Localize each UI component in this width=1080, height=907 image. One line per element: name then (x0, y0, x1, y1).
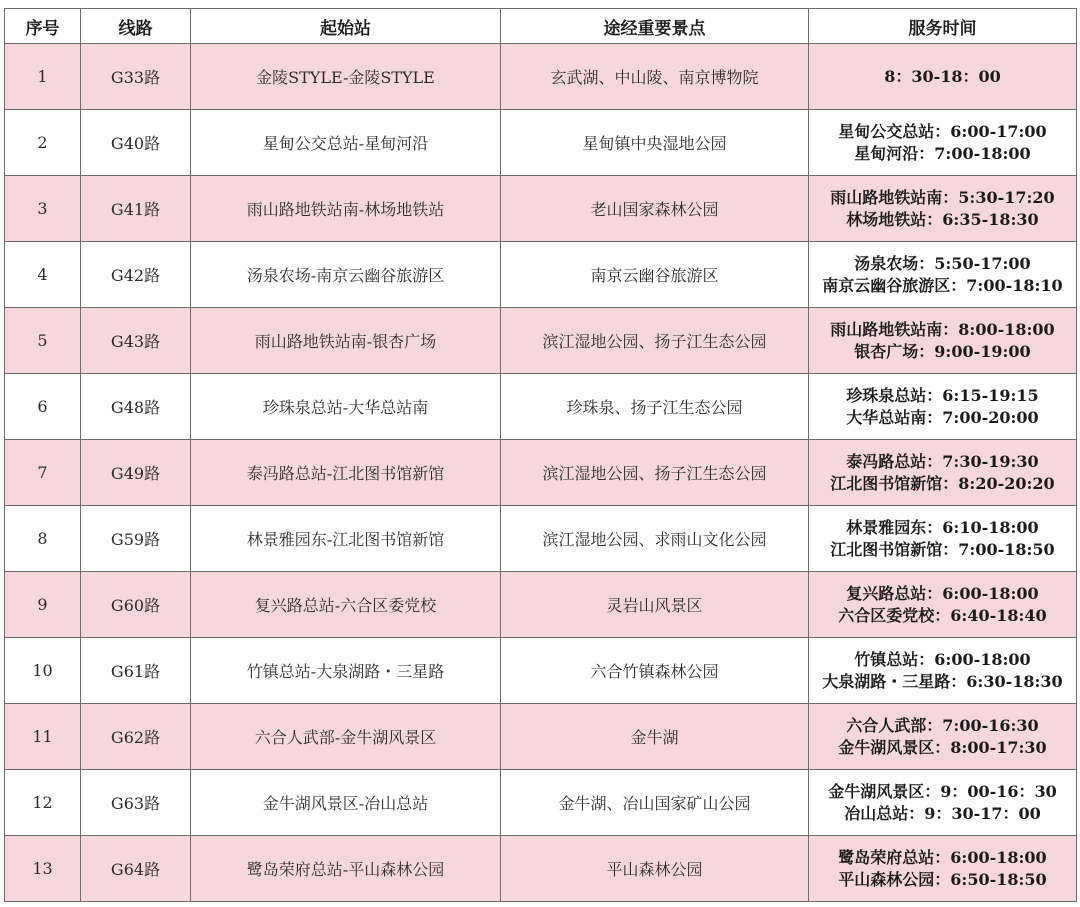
cell-terminals: 汤泉农场-南京云幽谷旅游区 (191, 242, 501, 308)
table-header (5, 9, 1077, 44)
cell-route: G40路 (81, 110, 191, 176)
cell-route: G48路 (81, 374, 191, 440)
table-row (5, 506, 1077, 572)
cell-route: G61路 (81, 638, 191, 704)
cell-terminals: 雨山路地铁站南-银杏广场 (191, 308, 501, 374)
service-time-line: 星甸河沿：7:00-18:00 (854, 143, 1031, 163)
service-time-line: 六合人武部：7:00-16:30 (846, 715, 1039, 735)
cell-service-time (809, 308, 1077, 374)
service-time-line: 林景雅园东：6:10-18:00 (846, 517, 1039, 537)
cell-terminals: 金陵STYLE-金陵STYLE (191, 44, 501, 110)
cell-service-time (809, 440, 1077, 506)
cell-service-time (809, 770, 1077, 836)
table-row (5, 44, 1077, 110)
service-time-line: 珍珠泉总站：6:15-19:15 (846, 385, 1039, 405)
service-time-line: 星甸公交总站：6:00-17:00 (838, 121, 1047, 141)
cell-index: 13 (5, 836, 81, 902)
header-row (5, 9, 1077, 44)
cell-sights: 珍珠泉、扬子江生态公园 (501, 374, 809, 440)
cell-sights: 滨江湿地公园、扬子江生态公园 (501, 440, 809, 506)
cell-sights: 六合竹镇森林公园 (501, 638, 809, 704)
cell-terminals: 金牛湖风景区-冶山总站 (191, 770, 501, 836)
cell-sights: 金牛湖 (501, 704, 809, 770)
cell-sights: 金牛湖、冶山国家矿山公园 (501, 770, 809, 836)
cell-sights: 灵岩山风景区 (501, 572, 809, 638)
table-row (5, 374, 1077, 440)
table-row (5, 440, 1077, 506)
cell-sights: 星甸镇中央湿地公园 (501, 110, 809, 176)
cell-terminals: 泰冯路总站-江北图书馆新馆 (191, 440, 501, 506)
cell-route: G33路 (81, 44, 191, 110)
service-time-line: 雨山路地铁站南：5:30-17:20 (830, 187, 1055, 207)
cell-terminals: 六合人武部-金牛湖风景区 (191, 704, 501, 770)
cell-index: 5 (5, 308, 81, 374)
service-time-line: 金牛湖风景区：8:00-17:30 (838, 737, 1047, 757)
service-time-line: 8：30-18：00 (884, 66, 1001, 86)
cell-service-time (809, 110, 1077, 176)
header-route: 线路 (81, 9, 191, 44)
cell-route: G64路 (81, 836, 191, 902)
table-row (5, 704, 1077, 770)
header-service-time: 服务时间 (809, 9, 1077, 44)
service-time-line: 鹭岛荣府总站：6:00-18:00 (838, 847, 1047, 867)
cell-index: 6 (5, 374, 81, 440)
service-time-line: 江北图书馆新馆：7:00-18:50 (830, 539, 1055, 559)
service-time-line: 江北图书馆新馆：8:20-20:20 (830, 473, 1055, 493)
service-time-line: 雨山路地铁站南：8:00-18:00 (830, 319, 1055, 339)
table-row (5, 176, 1077, 242)
table-row (5, 836, 1077, 902)
service-time-line: 竹镇总站：6:00-18:00 (854, 649, 1031, 669)
cell-terminals: 复兴路总站-六合区委党校 (191, 572, 501, 638)
cell-service-time (809, 572, 1077, 638)
cell-terminals: 竹镇总站-大泉湖路・三星路 (191, 638, 501, 704)
service-time-line: 银杏广场：9:00-19:00 (854, 341, 1031, 361)
cell-service-time (809, 704, 1077, 770)
cell-sights: 滨江湿地公园、扬子江生态公园 (501, 308, 809, 374)
service-time-line: 大华总站南：7:00-20:00 (846, 407, 1039, 427)
cell-service-time (809, 374, 1077, 440)
header-terminals: 起始站 (191, 9, 501, 44)
service-time-line: 平山森林公园：6:50-18:50 (838, 869, 1047, 889)
cell-index: 4 (5, 242, 81, 308)
cell-service-time (809, 44, 1077, 110)
header-index: 序号 (5, 9, 81, 44)
table-row (5, 770, 1077, 836)
service-time-line: 复兴路总站：6:00-18:00 (846, 583, 1039, 603)
service-time-line: 冶山总站：9：30-17：00 (844, 803, 1041, 823)
cell-terminals: 林景雅园东-江北图书馆新馆 (191, 506, 501, 572)
cell-index: 9 (5, 572, 81, 638)
cell-route: G49路 (81, 440, 191, 506)
cell-service-time (809, 638, 1077, 704)
table-row (5, 638, 1077, 704)
cell-route: G59路 (81, 506, 191, 572)
cell-service-time (809, 242, 1077, 308)
cell-service-time (809, 836, 1077, 902)
service-time-line: 六合区委党校：6:40-18:40 (838, 605, 1047, 625)
cell-sights: 老山国家森林公园 (501, 176, 809, 242)
service-time-line: 汤泉农场：5:50-17:00 (854, 253, 1031, 273)
cell-index: 7 (5, 440, 81, 506)
table-body (5, 44, 1077, 902)
cell-route: G60路 (81, 572, 191, 638)
cell-route: G41路 (81, 176, 191, 242)
service-time-line: 泰冯路总站：7:30-19:30 (846, 451, 1039, 471)
cell-route: G42路 (81, 242, 191, 308)
service-time-line: 南京云幽谷旅游区：7:00-18:10 (822, 275, 1063, 295)
cell-index: 11 (5, 704, 81, 770)
table-row (5, 572, 1077, 638)
cell-terminals: 珍珠泉总站-大华总站南 (191, 374, 501, 440)
cell-sights: 滨江湿地公园、求雨山文化公园 (501, 506, 809, 572)
cell-terminals: 星甸公交总站-星甸河沿 (191, 110, 501, 176)
cell-route: G43路 (81, 308, 191, 374)
cell-route: G63路 (81, 770, 191, 836)
service-time-line: 林场地铁站：6:35-18:30 (846, 209, 1039, 229)
cell-index: 8 (5, 506, 81, 572)
cell-index: 10 (5, 638, 81, 704)
cell-index: 1 (5, 44, 81, 110)
cell-index: 3 (5, 176, 81, 242)
table-row (5, 308, 1077, 374)
cell-sights: 平山森林公园 (501, 836, 809, 902)
service-time-line: 大泉湖路・三星路：6:30-18:30 (822, 671, 1063, 691)
cell-sights: 玄武湖、中山陵、南京博物院 (501, 44, 809, 110)
header-sights: 途经重要景点 (501, 9, 809, 44)
cell-sights: 南京云幽谷旅游区 (501, 242, 809, 308)
table-row (5, 110, 1077, 176)
cell-index: 12 (5, 770, 81, 836)
cell-terminals: 鹭岛荣府总站-平山森林公园 (191, 836, 501, 902)
cell-route: G62路 (81, 704, 191, 770)
cell-index: 2 (5, 110, 81, 176)
service-time-line: 金牛湖风景区：9：00-16：30 (828, 781, 1057, 801)
table-row (5, 242, 1077, 308)
cell-terminals: 雨山路地铁站南-林场地铁站 (191, 176, 501, 242)
cell-service-time (809, 506, 1077, 572)
route-table (4, 8, 1077, 902)
cell-service-time (809, 176, 1077, 242)
